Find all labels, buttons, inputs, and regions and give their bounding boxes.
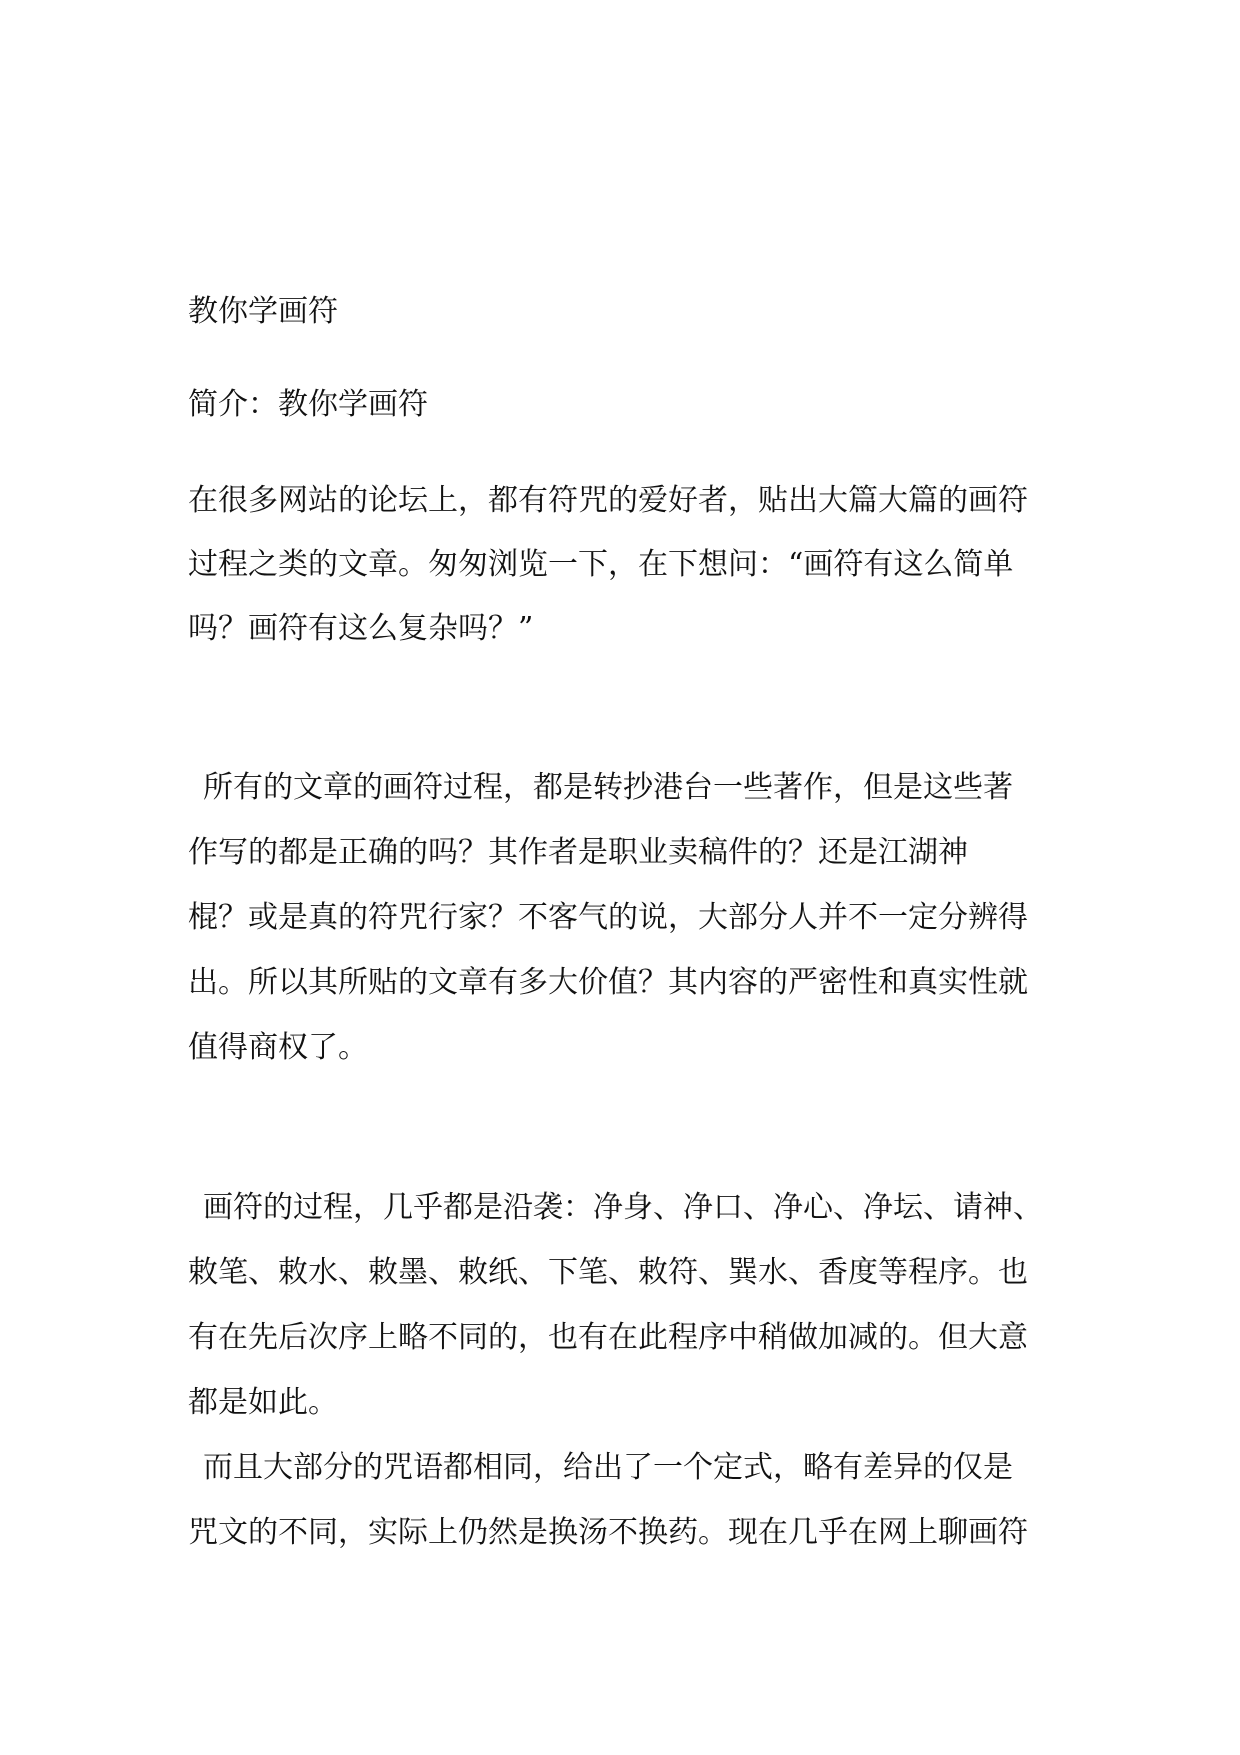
- paragraph-4-line-1: 而且大部分的咒语都相同，给出了一个定式，略有差异的仅是: [203, 1450, 1013, 1485]
- paragraph-2-line-1: 所有的文章的画符过程，都是转抄港台一些著作，但是这些著: [203, 770, 1013, 805]
- paragraph-3-line-1: 画符的过程，几乎都是沿袭：净身、净口、净心、净坛、请神、: [203, 1190, 1043, 1225]
- paragraph-2-line-4: 出。所以其所贴的文章有多大价值？其内容的严密性和真实性就: [188, 965, 1028, 1000]
- paragraph-2-line-5: 值得商权了。: [188, 1030, 368, 1065]
- paragraph-3-line-3: 有在先后次序上略不同的，也有在此程序中稍做加减的。但大意: [188, 1320, 1028, 1355]
- paragraph-1-line-2: 过程之类的文章。匆匆浏览一下，在下想问：“画符有这么简单: [188, 547, 1014, 582]
- intro-line: 简介：教你学画符: [188, 387, 428, 422]
- paragraph-2-line-3: 棍？或是真的符咒行家？不客气的说，大部分人并不一定分辨得: [188, 900, 1028, 935]
- paragraph-2-line-2: 作写的都是正确的吗？其作者是职业卖稿件的？还是江湖神: [188, 835, 968, 870]
- paragraph-1-line-1: 在很多网站的论坛上，都有符咒的爱好者，贴出大篇大篇的画符: [188, 483, 1028, 518]
- paragraph-1-line-3: 吗？画符有这么复杂吗？”: [188, 611, 534, 646]
- paragraph-3-line-4: 都是如此。: [188, 1385, 338, 1420]
- paragraph-3-line-2: 敕笔、敕水、敕墨、敕纸、下笔、敕符、巽水、香度等程序。也: [188, 1255, 1028, 1290]
- document-title: 教你学画符: [188, 294, 338, 329]
- paragraph-4-line-2: 咒文的不同，实际上仍然是换汤不换药。现在几乎在网上聊画符: [188, 1515, 1028, 1550]
